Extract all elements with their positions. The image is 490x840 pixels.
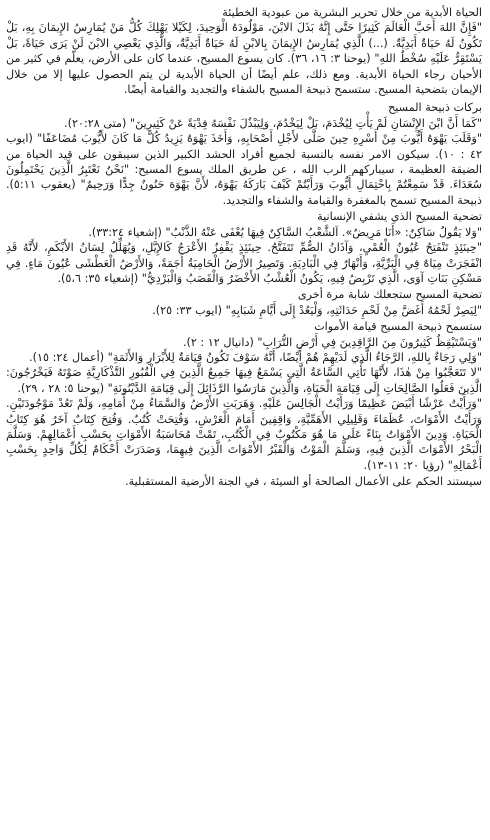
paragraph: "وَقَلَبَ يَهْوَهُ أَيُّوبَ مِنْ أَسْرِهِ حِينَ صَلَّى لأَجْلِ أَصْحَابِهِ، وَأَخَذَ يَهْوَهُ يَزِيدُ كُلَّ مَا كَانَ لأَيُّوبَ مُضَاعَفًا" (ايوب ٤٢ : ١٠). سيكون الامر نفسه بالنسبة لجميع أفراد الحشد الكبير الذين سيبقون على قيد الحياة من الضيقة العظيمة ، سيباركهم الرب الله ، عن طريق الملك يسوع المسيح: "نَحْنُ نَعْتَبِرُ الَّذِينَ يَحْتَمِلُونَ سُعَدَاءَ. قَدْ سَمِعْتُمْ بِاحْتِمَالِ أَيُّوبَ وَرَأَيْتُمْ كَيْفَ بَارَكَهُ يَهْوَهُ، لأَنَّ يَهْوَهَ حَنُونٌ جِدًّا وَرَحِيمٌ" (يعقوب ٥:١١). ذبيحة المسيح تسمح بالمغفرة والقيامة والشفاء والتجديد. [6, 132, 482, 207]
section-heading: تضحية المسيح الذي يشفي الإنسانية [317, 210, 482, 224]
section-heading: سيستند الحكم على الأعمال الصالحة أو السيئة ، في الجنة الأرضية المستقبلية. [125, 475, 482, 489]
paragraph: "وَرَأَيْتُ عَرْشًا أَبْيَضَ عَظِيمًا وَرَأَيْتُ الْجَالِسَ عَلَيْهِ. وَهَرَبَتِ الأَرْضُ وَالسَّمَاءُ مِنْ أَمَامِهِ، وَلَمْ تَعُدْ مَوْجُودَتَيْنِ. وَرَأَيْتُ الأَمْوَاتَ، عُظَمَاءَ وَقَلِيلِي الأَهَمِّيَّةِ، وَاقِفِينَ أَمَامَ الْعَرْشِ، وَفُتِحَتْ كُتُبٌ. وَفُتِحَ كِتَابٌ آخَرُ هُوَ كِتَابُ الْحَيَاةِ. وَدِينَ الأَمْوَاتُ بِنَاءً عَلَى مَا هُوَ مَكْتُوبٌ فِي الْكُتُبِ، تَمْتْ مُحَاسَبَةُ الأَمْوَاتِ بِحَسْبِ أَعْمَالِهِمْ. وَسَلَّمَ الْبَحْرُ الأَمْوَاتَ الَّذِينَ فِيهِ، وَسَلَّمَ الْمَوْتُ وَالْقَبْرُ الأَمْوَاتَ الَّذِينَ فِيهِمَا، وَصَدَرَتْ أَحْكَامٌ لِكُلِّ وَاحِدٍ بِحَسْبِ أَعْمَالِهِ" (رؤيا ٢٠: ١١-١٣). [6, 397, 482, 472]
paragraph: "لا تَتَعَجَّبُوا مِنْ هٰذَا، لأَنَّهَا تَأْتِي السَّاعَةُ الَّتِي يَسْمَعُ فِيهَا جَمِيعُ الَّذِينَ فِي الْقُبُورِ التَّذْكَارِيَّةِ صَوْتَهُ فَيَخْرُجُونَ: الَّذِينَ فَعَلُوا الصَّالِحَاتِ إِلَى قِيَامَةِ الْحَيَاةِ، وَالَّذِينَ مَارَسُوا الرَّذَائِلَ إِلَى قِيَامَةِ الدَّيْنُونَةِ" (يوحنا ٥: ٢٨ ، ٢٩). [6, 366, 482, 395]
paragraph: "فَإِنَّ اللهَ أَحَبَّ الْعَالَمَ كَثِيرًا حَتَّى إِنَّهُ بَذَلَ الابْنَ، مَوْلُودَهُ الْوَحِيدَ، لِكَيْلا يَهْلِكَ كُلُّ مَنْ يُمَارِسُ الإِيمَانَ بِهِ، بَلْ تَكُونُ لَهُ حَيَاةٌ أَبَدِيَّةٌ. (...) الَّذِي يُمَارِسُ الإِيمَانَ بِالابْنِ لَهُ حَيَاةٌ أَبَدِيَّةٌ، وَالَّذِي يَعْصِي الابْنَ لَنْ يَرَى حَيَاةً، بَلْ يَسْتَقِرُّ عَلَيْهِ سُخْطُ اللهِ" (يوحنا ٣: ١٦، ٣٦). كان يسوع المسيح، عندما كان على الأرض، يعلّم في كثير من الأحيان رجاء الحياة الأبدية. ومع ذلك، علم أيضًا أن الحياة الأبدية لن يتم الحصول عليها إلا من خلال الإيمان بتضحية المسيح. ستسمح ذبيحة المسيح بالشفاء والتجديد والقيامة أيضًا. [6, 21, 483, 97]
paragraph: "وَيَسْتَيْقِظُ كَثِيرُونَ مِنَ الرَّاقِدِينَ فِي أَرْضِ التُّرَابِ" (دانيال ١٢ : ٢). [182, 335, 482, 349]
paragraph: "حِينَئِذٍ تَنْفَتِحُ عُيُونُ الْعُمْيِ، وَآذَانُ الصُّمِّ تَتَفَتَّحُ. حِينَئِذٍ يَقْفِزُ الأَعْرَجُ كَالإِيَّلِ، وَيُهَلِّلُ لِسَانُ الأَبْكَمِ، لأَنَّهُ قَدِ انْفَجَرَتْ مِيَاهٌ فِي الْبَرِّيَّةِ، وَأَنْهَارٌ فِي الْبَادِيَةِ. وَتَصِيرُ الأَرْضُ الْحَامِيَةُ أَجَمَةً، وَالأَرْضُ الْعَطْشَى عُيُونَ مَاءٍ. فِي مَسْكِنِ بَنَاتِ آوَى، الَّذِي تَرْبِضُ فِيهِ، يَكُونُ الْعُشْبُ الأَخْضَرُ وَالْقَصَبُ وَالْبَرْدِيُّ" (إشعياء ٣٥: ٥،٦). [6, 241, 482, 285]
section-heading: ستسمح ذبيحة المسيح قيامة الأموات [314, 320, 482, 334]
paragraph: "كَمَا أَنَّ ابْنَ الإِنْسَانِ لَمْ يَأْتِ لِيُخْدَمَ، بَلْ لِيَخْدُمَ، وَلِيَبْذُلَ نَفْسَهُ فِدْيَةً عَنْ كَثِيرِينَ" (متى ٢٠:٢٨). [64, 116, 482, 130]
section-heading: الحياة الأبدية من خلال تحرير البشرية من عبودية الخطيئة [222, 6, 482, 19]
section-heading: بركات ذبيحة المسيح [388, 101, 482, 115]
paragraph: "لِيَصِرْ لَحْمُهُ أَغَضَّ مِنْ لَحْمِ حَدَاثَتِهِ، وَلْيَعُدْ إِلَى أَيَّامِ شَبَابِهِ" (ايوب ٣٣: ٢٥). [152, 303, 482, 317]
paragraph: "وَلا يَقُولُ سَاكِنٌ: «أَنَا مَرِيضٌ». اَلشَّعْبُ السَّاكِنُ فِيهَا يُعْفَى عَنْهُ الذَّنْبُ" (إشعياء ٣٣:٢٤). [88, 225, 482, 239]
paragraph: "وَلِي رَجَاءٌ بِاللهِ، الرَّجَاءُ الَّذِي لَدَيْهِمْ هُمْ أَيْضًا، أَنَّهُ سَوْفَ تَكُونُ قِيَامَةٌ لِلأَبْرَارِ وَالأَثَمَةِ" (أعمال ٢٤: ١٥). [29, 350, 482, 364]
section-heading: تضحية المسيح ستجعلك شابة مرة أخرى [297, 288, 482, 302]
